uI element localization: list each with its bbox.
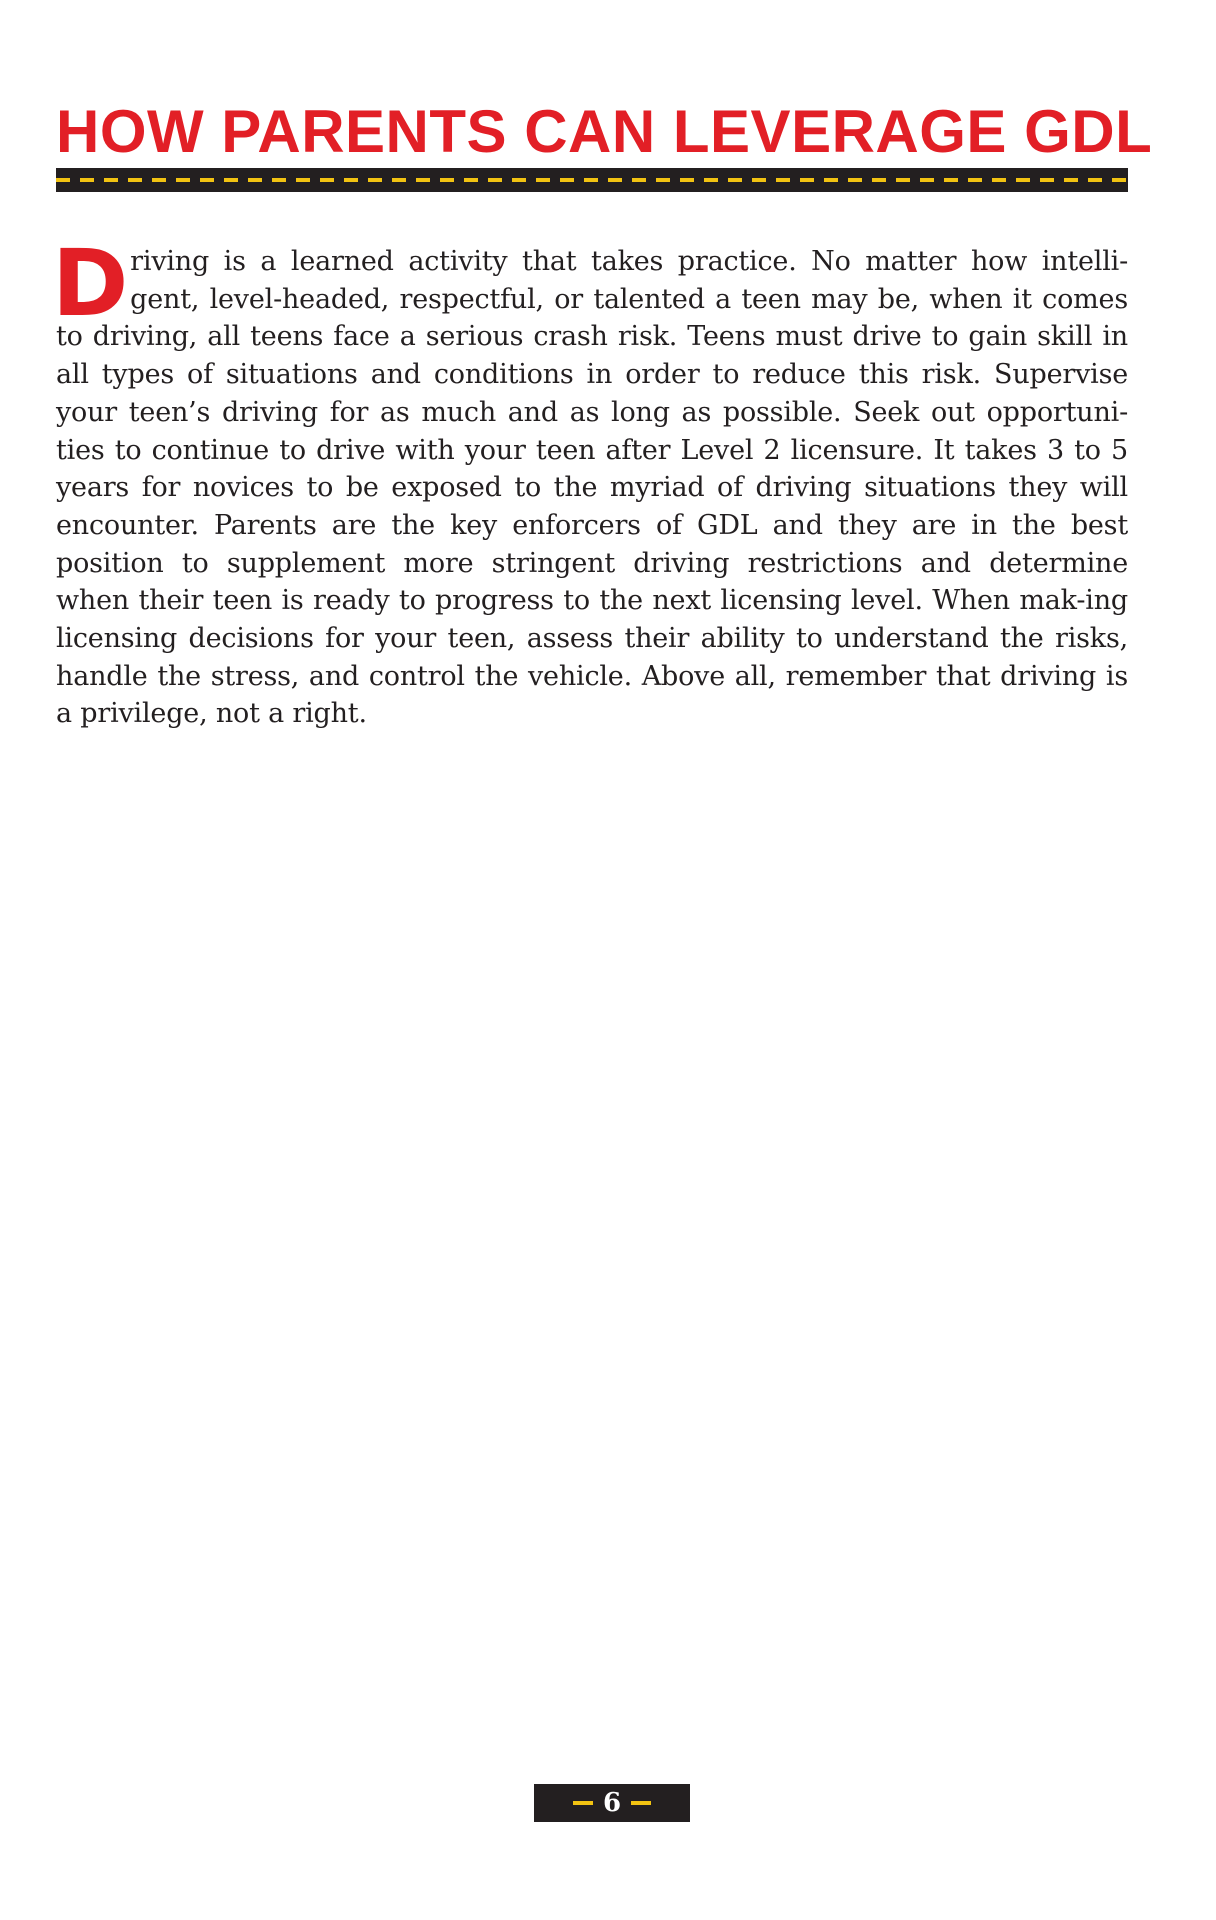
drop-cap: D — [52, 230, 129, 337]
page-number-badge — [534, 1784, 690, 1822]
dash-left-icon — [573, 1801, 593, 1805]
page-title: HOW PARENTS CAN LEVERAGE GDL — [56, 98, 1153, 165]
body-paragraph — [52, 230, 1128, 733]
road-stripe-divider — [56, 168, 1128, 192]
body-text: riving is a learned activity that takes practice. No matter how intelli-gent, level-headed, respectful, or talented a teen may be, when it comes to driving, all teens face a serious crash risk. Teens must drive to gain skill in all types of situations and conditions in order to reduce this risk. Supervise your teen’s driving for as much and as long as possible. Seek out opportuni-ties to continue to drive with your teen after Level 2 licensure. It takes 3 to 5 years for novices to be exposed to the myriad of driving situations they will encounter. Parents are the key enforcers of GDL and they are in the best position to supplement more stringent driving restrictions and determine when their teen is ready to progress to the next licensing level. When mak-ing licensing decisions for your teen, assess their ability to understand the risks, handle the stress, and control the vehicle. Above all, remember that driving is a privilege, not a right. — [56, 246, 1128, 730]
dash-right-icon — [631, 1801, 651, 1805]
road-dashes — [56, 178, 1128, 182]
page-number: 6 — [602, 1788, 622, 1818]
